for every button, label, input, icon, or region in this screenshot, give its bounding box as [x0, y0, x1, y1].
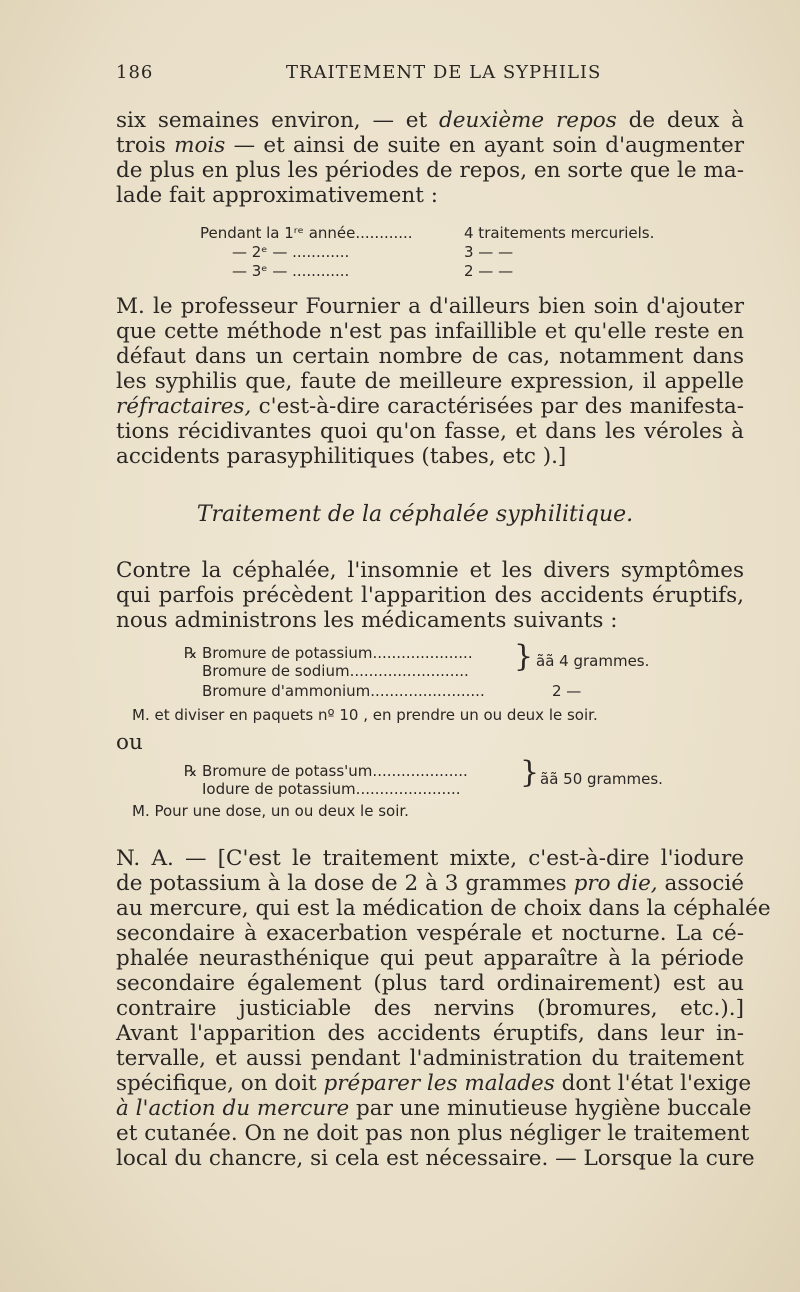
text-line [116, 608, 744, 633]
line-text: local du chancre, si cela est nécessaire. — Lorsque la cure [116, 1146, 755, 1171]
paragraph-1 [116, 108, 744, 208]
text-line [116, 846, 744, 871]
line-text: trois [116, 133, 175, 158]
line-text: M. le professeur Fournier a d'ailleurs bien soin d'ajouter [116, 294, 744, 319]
line-text: par une minutieuse hygiène buccale [349, 1096, 752, 1121]
line-text: spécifique, on doit [116, 1071, 324, 1096]
text-line [116, 896, 771, 921]
line-text: nous administrons les médicaments suivants : [116, 608, 618, 633]
text-line [116, 369, 744, 394]
line-text: au mercure, qui est la médication de choix dans la céphalée [116, 896, 771, 921]
text-line [116, 583, 744, 608]
text-line [116, 394, 744, 419]
text-line [116, 871, 744, 896]
line-text: qui parfois précèdent l'apparition des accidents éruptifs, [116, 583, 744, 608]
line-text: accidents parasyphilitiques (tabes, etc ).] [116, 444, 567, 469]
schedule-row-1-label: Pendant la 1ʳᵉ année............ [200, 224, 413, 242]
text-line [116, 419, 744, 444]
line-text: six semaines environ, — et [116, 108, 439, 133]
text-line [116, 921, 744, 946]
prescription-1-item-3: Bromure d'ammonium........................ [202, 682, 485, 700]
page-number: 186 [116, 62, 154, 83]
text-line [116, 133, 744, 158]
schedule-row-1-value: 4 traitements mercuriels. [464, 224, 655, 242]
text-line [116, 158, 744, 183]
italic-text: à l'action du mercure [116, 1096, 350, 1121]
rx-symbol: ℞ [184, 762, 198, 780]
line-text: secondaire également (plus tard ordinairement) est au [116, 971, 744, 996]
prescription-2-dose: ãã 50 grammes. [540, 770, 663, 788]
line-text: dont l'état l'exige [554, 1071, 752, 1096]
line-text: c'est-à-dire caractérisées par des manifesta- [251, 394, 744, 419]
text-line [116, 444, 744, 469]
ou-word: ou [116, 730, 143, 755]
prescription-1-item-2: Bromure de sodium......................... [202, 662, 469, 680]
text-line [116, 971, 744, 996]
text-line [116, 183, 744, 208]
line-text: de plus en plus les périodes de repos, en sorte que le ma- [116, 158, 744, 183]
prescription-1-dose-ab: ãã 4 grammes. [536, 652, 650, 670]
line-text: associé [657, 871, 744, 896]
text-line [116, 1096, 752, 1121]
line-text: secondaire à exacerbation vespérale et nocturne. La cé- [116, 921, 744, 946]
line-text: les syphilis que, faute de meilleure expression, il appelle [116, 369, 744, 394]
italic-text: pro die, [573, 871, 658, 896]
brace: } [520, 755, 540, 790]
italic-text: réfractaires, [116, 394, 252, 419]
text-line [116, 1121, 750, 1146]
prescription-1-dose-c: 2 — [552, 682, 582, 700]
prescription-2-item-2: Iodure de potassium...................... [202, 780, 461, 798]
paragraph-3 [116, 558, 744, 633]
running-title: TRAITEMENT DE LA SYPHILIS [286, 62, 602, 83]
text-line [116, 946, 744, 971]
line-text: Contre la céphalée, l'insomnie et les divers symptômes [116, 558, 744, 583]
text-line [116, 1021, 744, 1046]
text-line [116, 1146, 755, 1171]
line-text: contraire justiciable des nervins (bromures, etc.).] [116, 996, 744, 1021]
line-text: défaut dans un certain nombre de cas, notamment dans [116, 344, 744, 369]
line-text: N. A. — [C'est le traitement mixte, c'est-à-dire l'iodure [116, 846, 744, 871]
italic-text: mois [174, 133, 226, 158]
line-text: de potassium à la dose de 2 à 3 grammes [116, 871, 574, 896]
text-line [116, 1071, 752, 1096]
line-text: de deux à [616, 108, 744, 133]
line-text: tervalle, et aussi pendant l'administration du traitement [116, 1046, 744, 1071]
text-line [116, 996, 744, 1021]
line-text: lade fait approximativement : [116, 183, 438, 208]
schedule-row-3-value: 2 — — [464, 262, 514, 280]
schedule-row-2-value: 3 — — [464, 243, 514, 261]
brace: } [514, 639, 534, 674]
text-line [116, 1046, 744, 1071]
paragraph-2 [116, 294, 744, 469]
line-text: phalée neurasthénique qui peut apparaître à la période [116, 946, 744, 971]
prescription-2-instruction: M. Pour une dose, un ou deux le soir. [132, 802, 409, 820]
text-line [116, 344, 744, 369]
prescription-2-item-1: Bromure de potass'um.................... [202, 762, 468, 780]
prescription-1-instruction: M. et diviser en paquets nº 10 , en prendre un ou deux le soir. [132, 706, 598, 724]
line-text: Avant l'apparition des accidents éruptifs, dans leur in- [116, 1021, 744, 1046]
text-line [116, 294, 744, 319]
rx-symbol: ℞ [184, 644, 198, 662]
line-text: et cutanée. On ne doit pas non plus négliger le traitement [116, 1121, 750, 1146]
section-heading: Traitement de la céphalée syphilitique. [196, 502, 634, 527]
text-line [116, 319, 744, 344]
italic-text: préparer les malades [323, 1071, 555, 1096]
line-text: que cette méthode n'est pas infaillible et qu'elle reste en [116, 319, 744, 344]
line-text: — et ainsi de suite en ayant soin d'augmenter [225, 133, 745, 158]
text-line [116, 108, 744, 133]
prescription-1-item-1: Bromure de potassium..................... [202, 644, 473, 662]
paragraph-4 [116, 846, 771, 1171]
text-line [116, 558, 744, 583]
italic-text: deuxième repos [438, 108, 617, 133]
line-text: tions récidivantes quoi qu'on fasse, et dans les véroles à [116, 419, 744, 444]
schedule-row-2-label: — 2ᵉ — ............ [232, 243, 350, 261]
schedule-row-3-label: — 3ᵉ — ............ [232, 262, 350, 280]
